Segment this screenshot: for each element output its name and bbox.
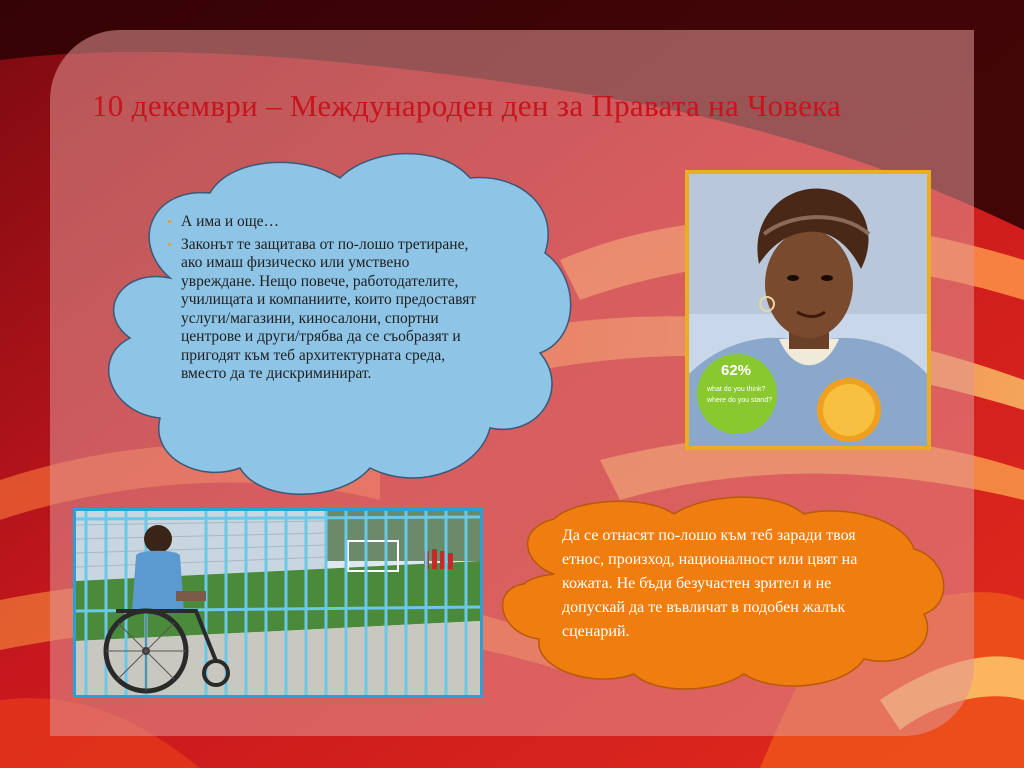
badge-line-1: what do you think?	[707, 386, 766, 393]
woman-photo	[685, 170, 931, 450]
bullet-icon: •	[167, 236, 172, 252]
badge-line-2: where do you stand?	[707, 397, 772, 404]
bullet-text: А има и още…	[181, 213, 280, 230]
stadium-illustration	[76, 511, 480, 695]
woman-photo-illustration	[689, 174, 927, 446]
wheelchair-stadium-photo	[73, 508, 483, 698]
bullet-item	[165, 213, 480, 232]
badge-percent: 62%	[721, 362, 752, 379]
bullet-text: Законът те защитава от по-лошо третиране, ако имаш физическо или умствено увреждане. Нещо повече, работодателите, училищата и компаниите, които предоставят услуги/магазини, киносалони, спортни центрове и други/трябва да се съобразят и пригодят към теб архитектурната среда, вместо да те дискриминират.	[181, 235, 477, 382]
bullet-icon: •	[167, 214, 172, 229]
orange-cloud-text: Да се отнасят по-лошо към теб заради твоя етнос, произход, националност или цвят на кожата. Не бъди безучастен зрител и не допускай да те въвличат в подобен жалък сценарий.	[562, 527, 858, 640]
bullet-item	[165, 236, 480, 384]
slide-title: 10 декември – Международен ден за Правата на Човека	[92, 88, 842, 123]
blue-cloud-text	[165, 213, 480, 388]
